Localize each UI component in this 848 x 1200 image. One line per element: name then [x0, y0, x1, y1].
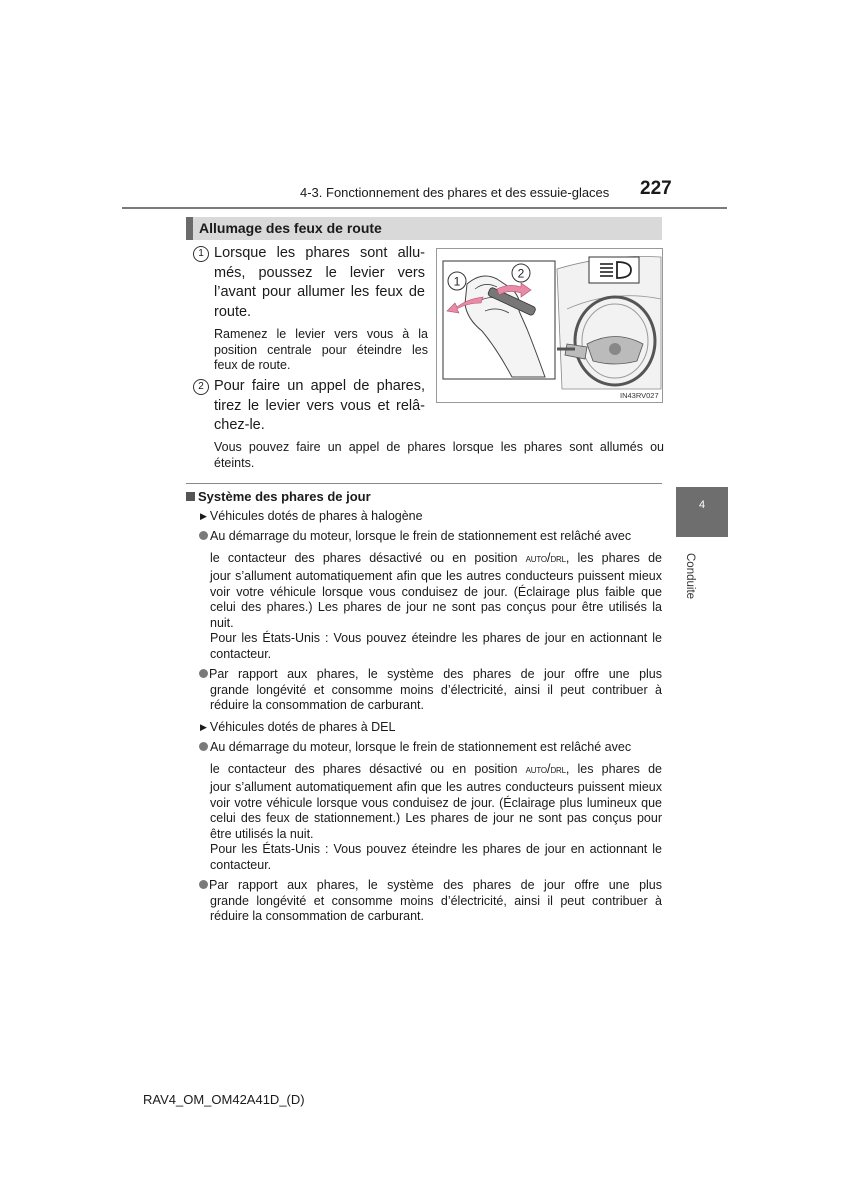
header-divider	[122, 207, 727, 209]
drl-switch-symbol: DRL	[550, 555, 566, 564]
high-beam-icon	[589, 257, 639, 283]
bullet-text: grande longévité et consomme moins d’électricité, ainsi il peut contribuer à réduire la consommation de carburant.	[210, 893, 662, 924]
step-1-line: Lorsque les phares sont allu-	[214, 245, 425, 261]
bullet-text: jour s’allument automatiquement afin que les autres conducteurs puissent mieux voir votre véhicule lorsque vous conduisez de jour. (Éclairage plus lumineux que celui des feux de stationnement.) Les phares de jour ne sont pas conçus pour être utilisés la nuit.	[210, 780, 662, 841]
document-code: RAV4_OM_OM42A41D_(D)	[143, 1092, 305, 1107]
subheading-text: Véhicules dotés de phares à DEL	[209, 720, 396, 734]
bullet-text: Par rapport aux phares, le système des phares de jour offre une plus	[209, 878, 662, 892]
drl-switch-symbol: DRL	[550, 766, 566, 775]
callout-2: 2	[517, 266, 525, 281]
step-2-line: Pour faire un appel de phares,	[214, 378, 425, 394]
bullet-text: grande longévité et consomme moins d’électricité, ainsi il peut contribuer à réduire la consommation de carburant.	[210, 682, 662, 713]
chapter-number: 4	[698, 499, 706, 511]
bullet-text: Au démarrage du moteur, lorsque le frein de stationnement est relâché avec	[210, 740, 632, 754]
chapter-label: Conduite	[684, 553, 696, 600]
bullet-halogen-1-second-line: le contacteur des phares désactivé ou en position AUTO/DRL, les phares de	[210, 551, 662, 565]
bullet-text: Au démarrage du moteur, lorsque le frein de stationnement est relâché avec	[210, 529, 632, 543]
section-heading-text: Système des phares de jour	[198, 489, 371, 504]
triangle-bullet-icon: ▶	[200, 722, 207, 732]
step-1-note: Ramenez le levier vers vous à la position centrale pour éteindre les feux de route.	[214, 327, 428, 373]
step-number-1: 1	[193, 246, 209, 262]
callout-1: 1	[453, 274, 461, 289]
round-bullet-icon	[199, 531, 208, 540]
section-header: 4-3. Fonctionnement des phares et des essuie-glaces	[300, 185, 610, 200]
triangle-bullet-icon: ▶	[200, 511, 207, 521]
bullet-halogen-2	[199, 667, 662, 714]
section-heading	[186, 489, 371, 504]
page-number: 227	[640, 178, 672, 199]
step-2-note: Vous pouvez faire un appel de phares lorsque les phares sont allumés ou éteints.	[214, 440, 664, 470]
round-bullet-icon	[199, 880, 208, 889]
headlight-lever-illustration	[436, 248, 663, 403]
bullet-text: jour s’allument automatiquement afin que les autres conducteurs puissent mieux voir votre véhicule lorsque vous conduisez de jour. (Éclairage plus faible que celui des phares.) Les phares de jour ne sont pas conçus pour être utilisés la nuit.	[210, 569, 662, 630]
bullet-led-2	[199, 878, 662, 925]
bullet-text: , les phares de	[565, 762, 662, 776]
bullet-halogen-1-first-line	[199, 528, 662, 544]
bullet-led-1-second-line: le contacteur des phares désactivé ou en position AUTO/DRL, les phares de	[210, 762, 662, 776]
step-2-text	[214, 377, 425, 436]
section-divider	[186, 483, 662, 484]
subheading-led	[200, 719, 395, 736]
step-1-line: route.	[214, 303, 252, 320]
chapter-tab	[676, 487, 728, 537]
bullet-us-note: Pour les États-Unis : Vous pouvez éteindre les phares de jour en actionnant le contacteur.	[210, 842, 662, 872]
round-bullet-icon	[199, 742, 208, 751]
bullet-text: , les phares de	[565, 551, 662, 565]
auto-switch-symbol: AUTO	[525, 555, 547, 564]
step-1-line: l’avant pour allumer les feux de	[214, 284, 425, 300]
topic-title: Allumage des feux de route	[199, 220, 382, 236]
subheading-halogen	[200, 508, 423, 525]
bullet-text: le contacteur des phares désactivé ou en position	[210, 551, 518, 565]
bullet-text: le contacteur des phares désactivé ou en position	[210, 762, 518, 776]
illustration-code: IN43RV027	[620, 391, 659, 400]
bullet-led-1-body	[210, 780, 662, 874]
step-1-line: més, poussez le levier vers	[214, 264, 425, 281]
bullet-led-1-first-line	[199, 739, 662, 755]
step-1-text	[214, 244, 425, 322]
step-number-2: 2	[193, 379, 209, 395]
subheading-text: Véhicules dotés de phares à halogène	[209, 509, 423, 523]
bullet-us-note: Pour les États-Unis : Vous pouvez éteindre les phares de jour en actionnant le contacteur.	[210, 631, 662, 661]
auto-switch-symbol: AUTO	[525, 766, 547, 775]
step-2-line: chez-le.	[214, 417, 265, 433]
topic-title-bar	[186, 217, 662, 240]
bullet-halogen-1-body	[210, 569, 662, 663]
bullet-text: Par rapport aux phares, le système des phares de jour offre une plus	[209, 667, 662, 681]
round-bullet-icon	[199, 669, 208, 678]
step-2-line: tirez le levier vers vous et relâ-	[214, 397, 425, 414]
square-bullet-icon	[186, 492, 195, 501]
